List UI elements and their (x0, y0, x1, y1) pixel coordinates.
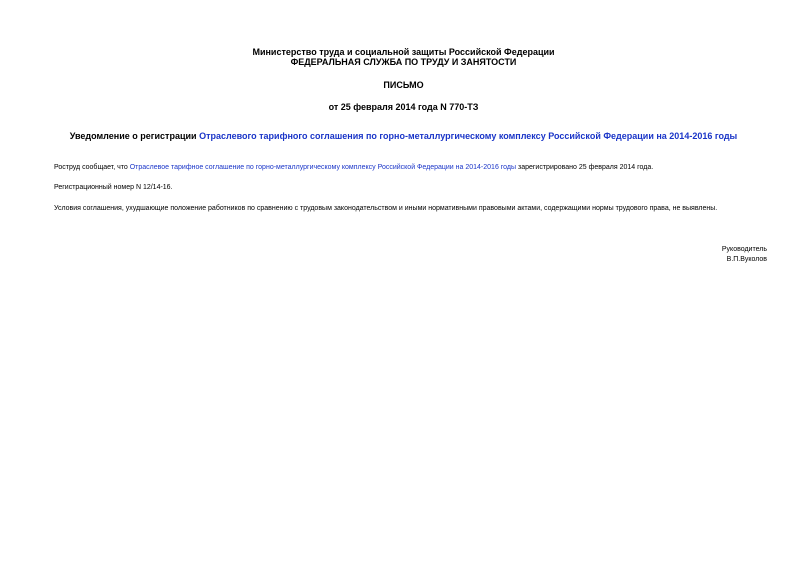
ministry-name: Министерство труда и социальной защиты Российской Федерации (252, 47, 555, 57)
paragraph-registration (54, 163, 653, 172)
notice-heading (0, 131, 807, 142)
paragraph-prefix: Роструд сообщает, что (54, 164, 130, 171)
notice-prefix: Уведомление о регистрации (69, 131, 200, 141)
document-type: ПИСЬМО (383, 80, 424, 90)
paragraph-suffix: зарегистрировано 25 февраля 2014 года. (516, 164, 654, 171)
agreement-link-heading[interactable]: Отраслевого тарифного соглашения по горно-металлургическому комплексу Российской Федерации на 2014-2016 годы (199, 131, 738, 141)
paragraph-conditions: Условия соглашения, ухудшающие положение работников по сравнению с трудовым законодательством и иными нормативными правовыми актами, содержащими нормы трудового права, не выявлены. (54, 205, 718, 212)
document-date: от 25 февраля 2014 года N 770-ТЗ (328, 102, 479, 112)
paragraph-registration-number: Регистрационный номер N 12/14-16. (54, 184, 173, 191)
signature-title: Руководитель (721, 246, 767, 253)
service-name: ФЕДЕРАЛЬНАЯ СЛУЖБА ПО ТРУДУ И ЗАНЯТОСТИ (290, 57, 517, 67)
signature-name: В.П.Вуколов (726, 256, 767, 263)
agreement-link-body[interactable]: Отраслевое тарифное соглашение по горно-металлургическому комплексу Российской Федерации на 2014-2016 годы (129, 164, 517, 171)
